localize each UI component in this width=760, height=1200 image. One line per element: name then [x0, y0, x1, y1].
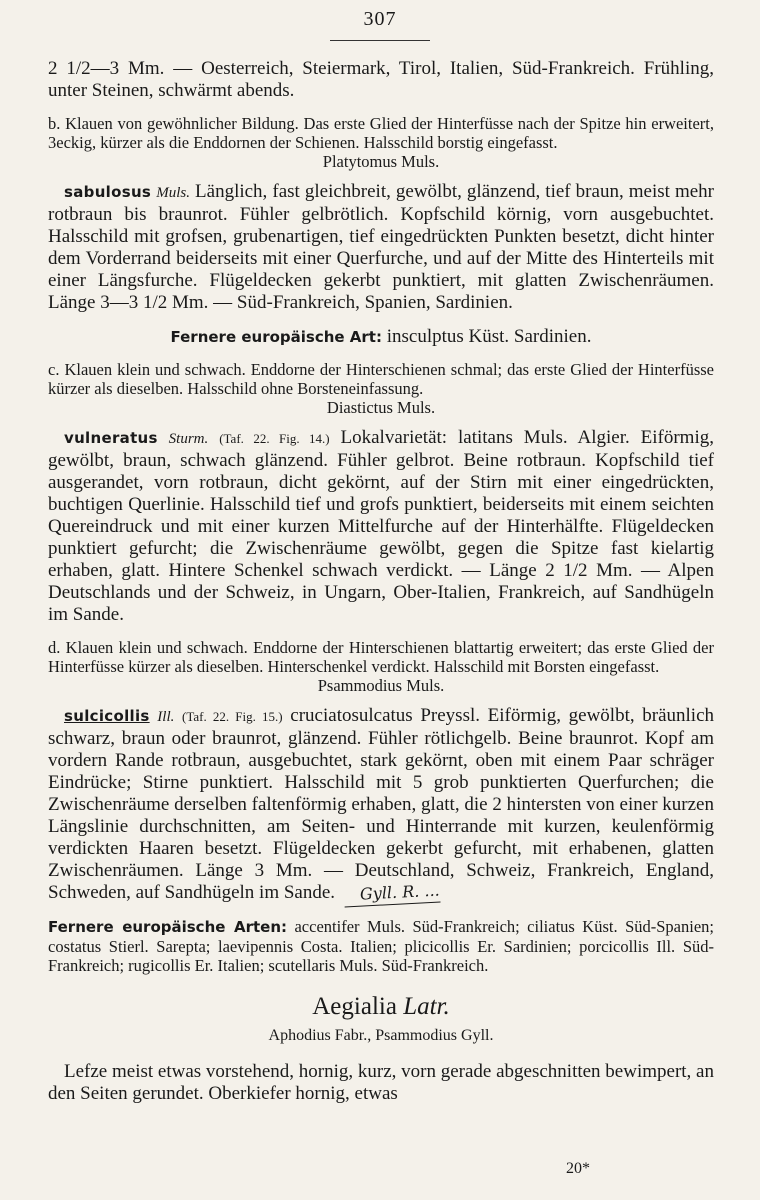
species-author: Muls.	[156, 185, 190, 201]
section-b-intro-text: b. Klauen von gewöhnlicher Bildung. Das erste Glied der Hinterfüsse nach der Spitze hin erweitert, 3eckig, kürzer als die Enddornen der Schienen. Halsschild borstig eingefasst.	[48, 114, 714, 152]
fernere-text: accentifer Muls. Süd-Frankreich; ciliatus Küst. Süd-Spanien; costatus Stierl. Sarepta; laevipennis Costa. Italien; plicicollis Er. Sardinien; porcicollis Ill. Süd-Frankreich; rugicollis Er. Italien; scutellaris Muls. Süd-Frankreich.	[48, 917, 714, 975]
fernere-label: Fernere europäische Art:	[170, 328, 382, 346]
species-vulneratus	[48, 427, 714, 626]
species-name: sabulosus	[64, 183, 152, 201]
genus-description: Lefze meist etwas vorstehend, hornig, kurz, vorn gerade abgeschnitten bewimpert, an den Seiten gerundet. Oberkiefer hornig, etwas	[48, 1061, 714, 1104]
section-c-intro-text: c. Klauen klein und schwach. Enddorne der Hinterschienen schmal; das erste Glied der Hinterfüsse kürzer als dieselben. Halsschild ohne Borsteneinfassung.	[48, 360, 714, 398]
species-author: Ill.	[157, 709, 175, 725]
genus-name: Aegialia	[312, 993, 397, 1020]
section-b-intro	[48, 114, 714, 171]
genus-synonyms: Aphodius Fabr., Psammodius Gyll.	[268, 1027, 494, 1044]
fernere-text: insculptus Küst. Sardinien.	[386, 326, 592, 347]
fernere-arten-d	[48, 917, 714, 975]
figure-reference: (Taf. 22. Fig. 15.)	[182, 709, 283, 724]
figure-reference: (Taf. 22. Fig. 14.)	[219, 431, 330, 446]
species-description: Länglich, fast gleichbreit, gewölbt, glänzend, tief braun, meist mehr rotbraun bis braunrot. Fühler gelbrötlich. Kopfschild körnig, vorn ausgebuchtet. Halsschild mit grofsen, grubenartigen, tief eingedrückten Punkten besetzt, dicht hinter dem Vorderrand beiderseits mit einer Querfurche, und auf der Mitte des Hinterteils mit einer Längsfurche. Flügeldecken gekerbt punktiert, mit glatten Zwischenräumen. Länge 3—3 1/2 Mm. — Süd-Frankreich, Spanien, Sardinien.	[48, 181, 715, 313]
handwritten-annotation: Gyll. R. ...	[343, 880, 440, 908]
species-name: vulneratus	[64, 429, 158, 447]
species-sulcicollis	[48, 705, 714, 905]
section-c-intro	[48, 360, 714, 417]
paragraph-continuation: 2 1/2—3 Mm. — Oesterreich, Steiermark, Tirol, Italien, Süd-Frankreich. Frühling, unter Steinen, schwärmt abends.	[48, 58, 714, 101]
section-c-genus: Diastictus Muls.	[326, 398, 436, 417]
header-rule	[330, 40, 430, 41]
species-description: cruciatosulcatus Preyssl. Eiförmig, gewölbt, bräunlich schwarz, braun oder braunrot, glänzend. Fühler rötlichgelb. Beine braunrot. Kopf am vordern Rande rotbraun, ausgebuchtet, stark gekörnt, oben mit einem Paar schräger Eindrücke; Stirne punktiert. Halsschild mit 5 grob punktierten Querfurchen; die Zwischenräume derselben faltenförmig erhaben, glatt, die 2 hintersten von einer kurzen Längslinie durchschnitten, am Seiten- und Hinterrande mit kurzen, keulenförmig verdickten Haaren besetzt. Flügeldecken gekerbt gefurcht, mit erhabenen, glatten Zwischenräumen. Länge 3 Mm. — Deutschland, Schweiz, Frankreich, England, Schweden, auf Sandhügeln im Sande.	[48, 705, 715, 903]
species-name: sulcicollis	[64, 707, 150, 725]
signature-mark: 20*	[566, 1160, 590, 1177]
fernere-label: Fernere europäische Arten:	[48, 918, 288, 936]
section-d-genus: Psammodius Muls.	[317, 676, 445, 695]
page-number: 307	[363, 8, 397, 30]
species-sabulosus	[48, 181, 714, 314]
species-description: Lokalvarietät: latitans Muls. Algier. Eiförmig, gewölbt, braun, schwach glänzend. Fühler gelbrot. Beine rotbraun. Kopfschild tief ausgerandet, vorn rotbraun, dicht gekörnt, auf der Stirn mit einer eingedrückten, buchtigen Querlinie. Halsschild tief und grofs punktiert, beiderseits mit einem seichten Quereindruck und mit einer kurzen Mittelfurche auf der Hinterhälfte. Flügeldecken punktiert gefurcht; die Zwischenräume gewölbt, gegen die Spitze fast kielartig erhaben, glatt. Hintere Schenkel schwach verdickt. — Länge 2 1/2 Mm. — Alpen Deutschlands und der Schweiz, in Ungarn, Ober-Italien, Frankreich, auf Sandhügeln im Sande.	[48, 427, 714, 625]
fernere-art-b	[48, 326, 714, 348]
section-b-genus: Platytomus Muls.	[322, 152, 440, 171]
genus-author: Latr.	[403, 993, 450, 1020]
section-d-intro-text: d. Klauen klein und schwach. Enddorne der Hinterschienen blattartig erweitert; das erste Glied der Hinterfüsse kürzer als dieselben. Hinterschenkel verdickt. Halsschild mit Borsten eingefasst.	[48, 638, 714, 676]
species-author: Sturm.	[168, 431, 209, 447]
section-d-intro	[48, 638, 714, 695]
genus-heading	[48, 993, 714, 1021]
page-content	[48, 58, 714, 1117]
